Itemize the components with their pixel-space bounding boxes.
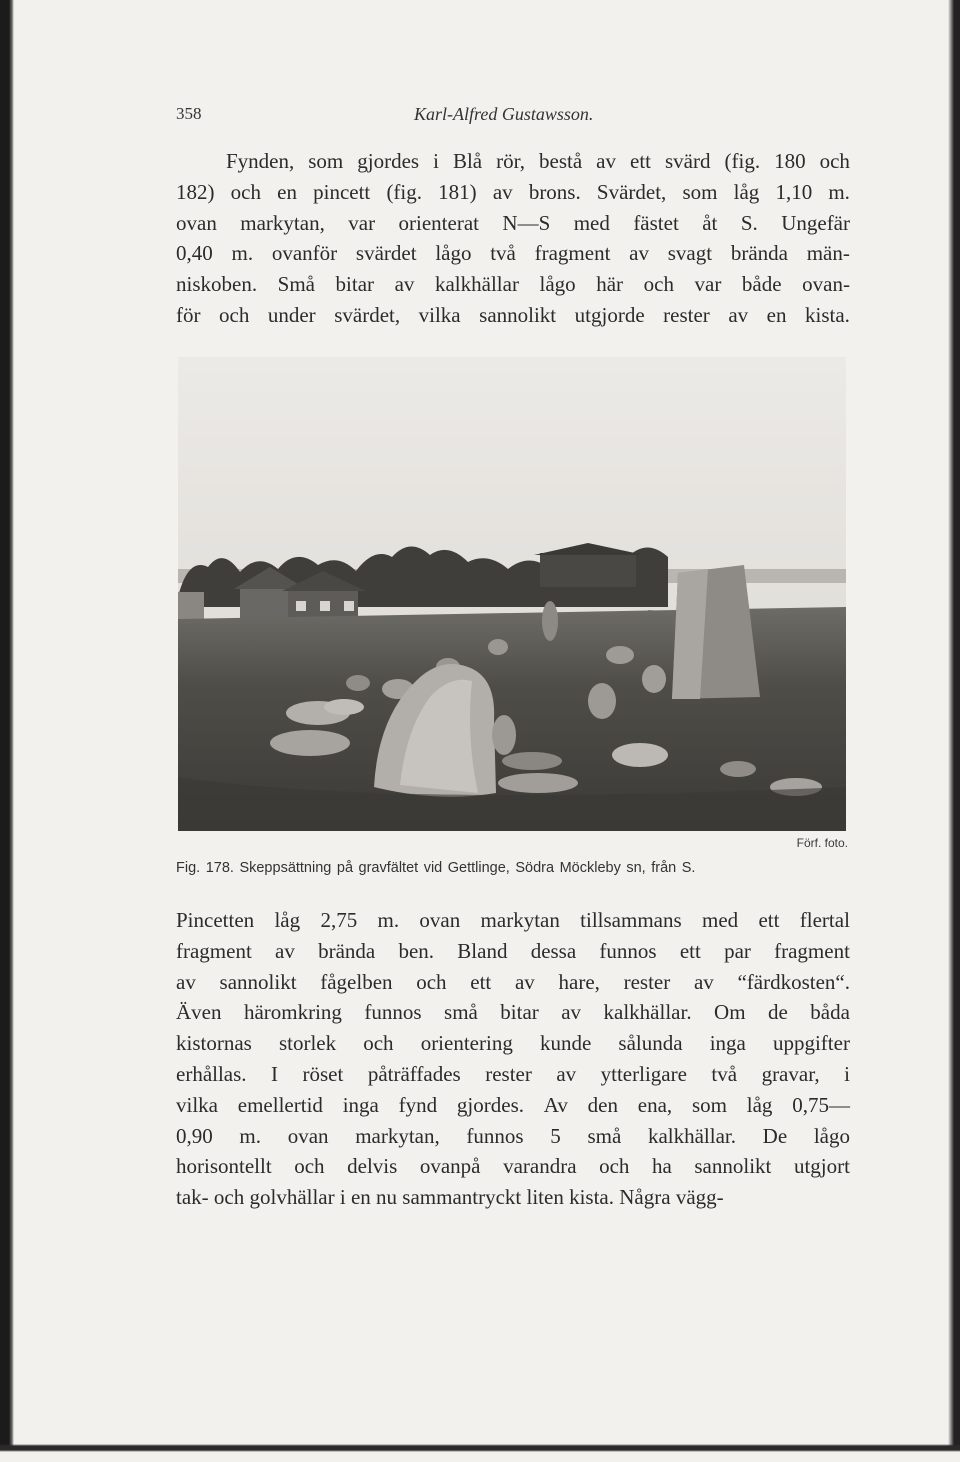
word: och xyxy=(416,969,447,994)
word: av xyxy=(556,1061,577,1086)
word: var xyxy=(694,272,722,297)
word: ena, xyxy=(637,1092,673,1117)
word: varandra xyxy=(503,1154,577,1179)
word: i xyxy=(339,1185,346,1210)
word: m. xyxy=(377,908,400,932)
word: med xyxy=(701,908,739,932)
ship-setting-photo xyxy=(178,357,846,831)
word: ett xyxy=(758,908,780,932)
word: inga xyxy=(709,1031,746,1056)
photo-credit: Förf. foto. xyxy=(796,836,848,850)
word: som xyxy=(682,179,718,204)
word: fågelben xyxy=(320,969,393,994)
word: både xyxy=(741,272,782,297)
word: som xyxy=(308,149,344,173)
word: bitar xyxy=(335,272,375,297)
word: ovanpå xyxy=(419,1154,481,1179)
word: 0,90 xyxy=(176,1123,213,1148)
word: rester xyxy=(663,302,710,327)
word: rester xyxy=(623,969,671,994)
word: var xyxy=(348,210,376,235)
word: Om xyxy=(714,1000,746,1025)
figure-caption: Fig. 178. Skeppsättning på gravfältet vid Gettlinge, Södra Möckleby sn, från S. xyxy=(176,860,696,876)
word: under xyxy=(267,302,316,327)
word: 182) xyxy=(176,179,215,204)
word: fästet xyxy=(633,210,679,235)
word: vilka xyxy=(418,302,461,327)
word: kalkhällar xyxy=(434,272,519,297)
word: åt xyxy=(702,210,718,235)
text-line xyxy=(176,1151,850,1182)
word: en xyxy=(766,302,787,327)
word: kista. xyxy=(569,1185,615,1210)
word: uppgifter xyxy=(772,1031,850,1056)
word: och xyxy=(643,272,674,297)
word: här xyxy=(596,272,624,297)
word: Blå xyxy=(452,149,483,173)
word: ett xyxy=(679,938,701,963)
word: ett xyxy=(470,969,492,994)
word: sannolikt xyxy=(219,969,297,994)
word: påträffades xyxy=(367,1061,461,1086)
text-line xyxy=(176,1121,850,1152)
word: fragment xyxy=(534,241,611,266)
word: av xyxy=(629,241,649,266)
word: gjordes xyxy=(357,149,420,173)
word: fragment xyxy=(176,938,252,963)
word: niskoben. xyxy=(176,272,258,297)
word: kalkhällar. xyxy=(647,1123,736,1148)
text-line xyxy=(176,1182,850,1213)
word: den xyxy=(587,1092,618,1117)
word: svärdet xyxy=(355,241,417,266)
text-line xyxy=(176,1059,850,1090)
word: sannolikt xyxy=(479,302,557,327)
word: Även xyxy=(176,1000,222,1025)
word: och xyxy=(213,1185,245,1210)
word: sannolikt xyxy=(694,1154,772,1179)
text-line xyxy=(176,300,850,331)
word: markytan, xyxy=(355,1123,440,1148)
word: av xyxy=(492,179,513,204)
word: markytan xyxy=(480,908,560,932)
word: båda xyxy=(810,1000,850,1025)
word: sålunda xyxy=(618,1031,683,1056)
word: av xyxy=(514,969,535,994)
word: horisontellt xyxy=(176,1154,272,1179)
text-line xyxy=(176,146,850,177)
word: N—S xyxy=(502,210,551,235)
word: fynd xyxy=(398,1092,438,1117)
text-line xyxy=(176,208,850,239)
word: vilka xyxy=(176,1092,218,1117)
text-line xyxy=(176,967,850,998)
text-line xyxy=(176,269,850,300)
word: en xyxy=(350,1185,371,1210)
word: låg xyxy=(746,1092,773,1117)
word: gravar, xyxy=(761,1061,820,1086)
word: Fynden, xyxy=(226,149,295,173)
word: Bland xyxy=(457,938,508,963)
word: inga xyxy=(342,1092,379,1117)
word: tillsammans xyxy=(580,908,682,932)
word: S. xyxy=(740,210,758,235)
word: och xyxy=(363,1031,394,1056)
text-line xyxy=(176,1028,850,1059)
word: och xyxy=(219,302,250,327)
word: 5 xyxy=(550,1123,561,1148)
text-line xyxy=(176,905,850,936)
figure-photo xyxy=(178,357,846,831)
word: rester xyxy=(485,1061,532,1086)
word: 0,75— xyxy=(792,1092,850,1117)
word: vägg- xyxy=(675,1185,724,1210)
word: emellertid xyxy=(237,1092,323,1117)
word: två xyxy=(490,241,516,266)
word: ovan xyxy=(287,1123,329,1148)
word: Några xyxy=(619,1185,671,1210)
word: bitar xyxy=(500,1000,539,1025)
word: av xyxy=(728,302,749,327)
word: och xyxy=(230,179,261,204)
word: markytan, xyxy=(240,210,325,235)
word: ovan xyxy=(419,908,461,932)
word: Små xyxy=(277,272,315,297)
word: av xyxy=(394,272,415,297)
paragraph-top xyxy=(176,146,850,331)
text-line xyxy=(176,936,850,967)
page-number: 358 xyxy=(176,104,202,123)
word: flertal xyxy=(799,908,850,932)
word: funnos xyxy=(466,1123,524,1148)
word: orientering xyxy=(420,1031,513,1056)
word: orienterat xyxy=(398,210,479,235)
word: ovan xyxy=(176,210,217,235)
word: bestå xyxy=(539,149,583,173)
word: av xyxy=(596,149,616,173)
word: brända xyxy=(730,241,788,266)
word: lågo xyxy=(813,1123,850,1148)
word: och xyxy=(819,149,850,173)
word: och xyxy=(294,1154,325,1179)
word: ett xyxy=(630,149,651,173)
scan-edge-right xyxy=(948,0,960,1462)
word: kalkhällar. xyxy=(603,1000,692,1025)
scan-edge-bottom xyxy=(0,1436,960,1462)
word: två xyxy=(711,1061,738,1086)
word: män- xyxy=(806,241,850,266)
word: funnos xyxy=(599,938,657,963)
word: med xyxy=(573,210,610,235)
word: kunde xyxy=(539,1031,592,1056)
word: utgjort xyxy=(793,1154,850,1179)
word: ben. xyxy=(398,938,435,963)
scan-edge-left xyxy=(0,0,14,1462)
word: Pincetten xyxy=(176,908,255,932)
word: m. xyxy=(231,241,254,266)
word: röset xyxy=(302,1061,344,1086)
text-line xyxy=(176,1090,850,1121)
word: lågo xyxy=(435,241,472,266)
word: 180 xyxy=(774,149,806,173)
word: Av xyxy=(543,1092,568,1117)
word: 181) xyxy=(438,179,477,204)
word: (fig. xyxy=(724,149,761,173)
word: 2,75 xyxy=(320,908,358,932)
word: m. xyxy=(239,1123,262,1148)
word: låg xyxy=(733,179,760,204)
word: av xyxy=(693,969,714,994)
page-header xyxy=(176,104,856,134)
word: I xyxy=(271,1061,279,1086)
word: svärd xyxy=(665,149,711,173)
word: svärdet, xyxy=(334,302,401,327)
word: “färdkosten“. xyxy=(737,969,850,994)
word: funnos xyxy=(364,1000,422,1025)
word: liten xyxy=(526,1185,564,1210)
text-line xyxy=(176,238,850,269)
word: lågo xyxy=(539,272,576,297)
word: 1,10 xyxy=(775,179,813,204)
word: brända xyxy=(318,938,376,963)
word: Ungefär xyxy=(781,210,850,235)
word: små xyxy=(587,1123,622,1148)
word: för xyxy=(176,302,201,327)
word: tak- xyxy=(176,1185,209,1210)
word: i xyxy=(844,1061,850,1086)
word: utgjorde xyxy=(574,302,645,327)
word: som xyxy=(691,1092,727,1117)
word: golvhällar xyxy=(249,1185,335,1210)
word: m. xyxy=(828,179,850,204)
word: ovanför xyxy=(271,241,338,266)
word: kistornas xyxy=(176,1031,252,1056)
word: i xyxy=(433,149,439,173)
word: av xyxy=(275,938,295,963)
word: rör, xyxy=(496,149,526,173)
word: låg xyxy=(274,908,301,932)
word: nu xyxy=(376,1185,398,1210)
word: ovan- xyxy=(802,272,850,297)
word: delvis xyxy=(347,1154,398,1179)
word: pincett xyxy=(313,179,371,204)
word: av xyxy=(561,1000,582,1025)
running-title: Karl-Alfred Gustawsson. xyxy=(414,104,594,124)
paragraph-bottom xyxy=(176,905,850,1213)
word: par xyxy=(724,938,751,963)
word: (fig. xyxy=(386,179,423,204)
word: 0,40 xyxy=(176,241,213,266)
word: små xyxy=(444,1000,478,1025)
word: en xyxy=(277,179,297,204)
text-line xyxy=(176,997,850,1028)
word: ha xyxy=(651,1154,672,1179)
word: gjordes. xyxy=(456,1092,524,1117)
word: häromkring xyxy=(243,1000,342,1025)
word: sammantryckt xyxy=(402,1185,522,1210)
word: dessa xyxy=(530,938,577,963)
word: och xyxy=(599,1154,630,1179)
word: svagt xyxy=(667,241,713,266)
text-line xyxy=(176,177,850,208)
word: kista. xyxy=(805,302,850,327)
word: erhållas. xyxy=(176,1061,247,1086)
word: brons. xyxy=(528,179,581,204)
word: Svärdet, xyxy=(596,179,667,204)
word: De xyxy=(762,1123,788,1148)
word: hare, xyxy=(558,969,600,994)
word: de xyxy=(767,1000,788,1025)
word: fragment xyxy=(774,938,850,963)
word: ytterligare xyxy=(600,1061,687,1086)
word: storlek xyxy=(278,1031,337,1056)
word: av xyxy=(176,969,196,994)
